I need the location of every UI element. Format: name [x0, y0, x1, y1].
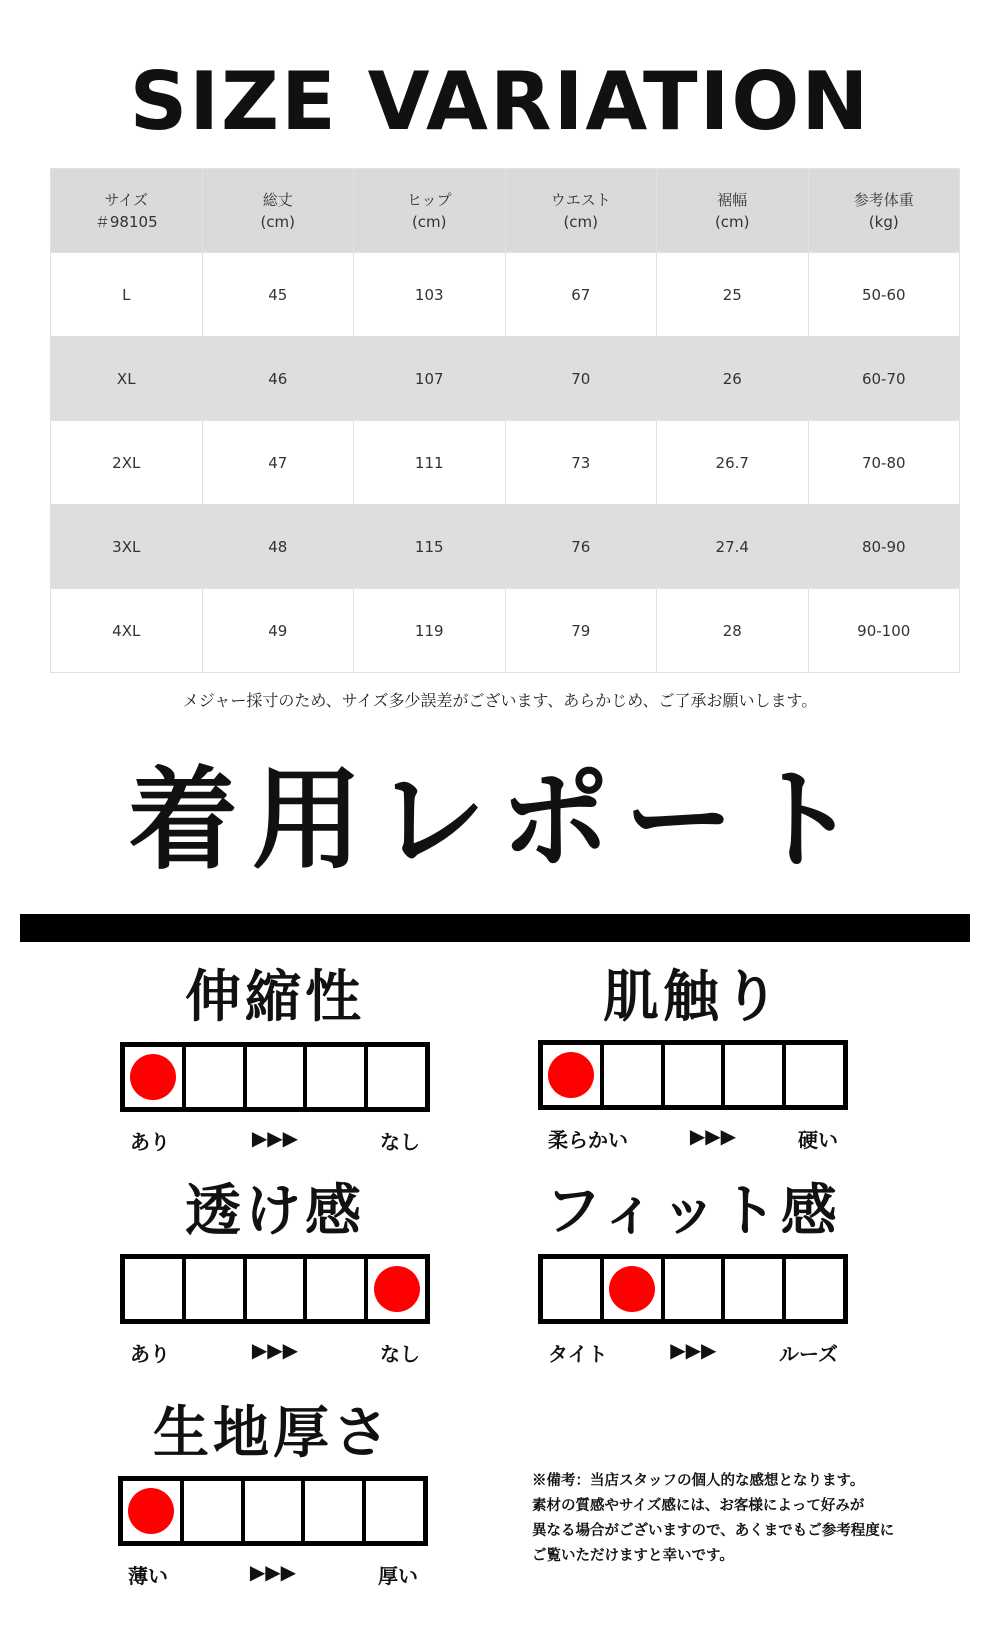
rating-box	[725, 1045, 786, 1105]
table-cell: 107	[354, 337, 506, 421]
rating-labels	[128, 1560, 418, 1589]
rating-arrows: ▶▶▶	[689, 1124, 737, 1148]
rating-marker-dot	[609, 1266, 655, 1312]
header-label: 総丈	[262, 190, 293, 209]
header-hip	[354, 169, 506, 253]
rating-scale	[118, 1476, 428, 1546]
table-cell: 70-80	[808, 421, 960, 505]
table-cell: 25	[657, 253, 809, 337]
rating-labels	[548, 1124, 838, 1153]
rating-title: フィット感	[545, 1178, 841, 1244]
header-unit: (cm)	[563, 212, 599, 231]
rating-stretch	[110, 962, 440, 1155]
rating-title: 肌触り	[603, 964, 783, 1030]
rating-right-label: なし	[380, 1342, 420, 1366]
rating-box	[245, 1481, 306, 1541]
table-cell: 76	[505, 505, 657, 589]
table-cell: 47	[202, 421, 354, 505]
table-row	[51, 337, 960, 421]
rating-left-label: あり	[130, 1130, 170, 1154]
table-cell: 2XL	[51, 421, 203, 505]
rating-fit	[528, 1176, 858, 1367]
remark-line: ※備考：当店スタッフの個人的な感想となります。	[532, 1472, 865, 1489]
rating-right-label: 厚い	[378, 1564, 418, 1588]
rating-scale	[538, 1254, 848, 1324]
rating-right-label: 硬い	[798, 1128, 838, 1152]
rating-scale	[120, 1042, 430, 1112]
table-cell: 90-100	[808, 589, 960, 673]
rating-labels	[130, 1338, 420, 1367]
rating-box	[665, 1045, 726, 1105]
rating-labels	[130, 1126, 420, 1155]
table-cell: 50-60	[808, 253, 960, 337]
table-cell: 79	[505, 589, 657, 673]
rating-box	[123, 1481, 184, 1541]
rating-box	[786, 1045, 843, 1105]
header-unit: (cm)	[714, 212, 750, 231]
rating-box	[543, 1045, 604, 1105]
rating-thickness	[108, 1398, 438, 1589]
table-row	[51, 589, 960, 673]
rating-left-label: タイト	[548, 1342, 608, 1366]
header-waist	[505, 169, 657, 253]
rating-left-label: あり	[130, 1342, 170, 1366]
table-cell: 73	[505, 421, 657, 505]
rating-marker-dot	[128, 1488, 174, 1534]
remark-line: 異なる場合がございますので、あくまでもご参考程度に	[532, 1522, 895, 1539]
rating-box	[786, 1259, 843, 1319]
rating-left-label: 薄い	[128, 1564, 168, 1588]
header-unit: (kg)	[868, 212, 899, 231]
rating-box	[366, 1481, 423, 1541]
rating-title: 透け感	[185, 1178, 365, 1244]
rating-box	[368, 1047, 425, 1107]
rating-arrows: ▶▶▶	[251, 1126, 299, 1150]
rating-arrows: ▶▶▶	[670, 1338, 717, 1362]
rating-box	[247, 1047, 308, 1107]
header-label: ウエスト	[550, 190, 611, 209]
table-cell: 26	[657, 337, 809, 421]
table-cell: 80-90	[808, 505, 960, 589]
header-length	[202, 169, 354, 253]
table-cell: 46	[202, 337, 354, 421]
staff-remark	[532, 1468, 952, 1568]
rating-box	[184, 1481, 245, 1541]
rating-labels	[548, 1338, 838, 1367]
table-row	[51, 421, 960, 505]
rating-box	[307, 1047, 368, 1107]
rating-scale	[538, 1040, 848, 1110]
header-unit: ＃98105	[94, 212, 158, 231]
rating-box	[125, 1047, 186, 1107]
table-cell: 3XL	[51, 505, 203, 589]
measurement-note: メジャー採寸のため、サイズ多少誤差がございます、あらかじめ、ご了承お願いします。	[182, 691, 818, 710]
rating-marker-dot	[130, 1054, 176, 1100]
table-cell: 48	[202, 505, 354, 589]
rating-box	[305, 1481, 366, 1541]
header-label: 参考体重	[853, 190, 914, 209]
table-cell: 103	[354, 253, 506, 337]
rating-arrows: ▶▶▶	[249, 1560, 297, 1584]
table-row	[51, 505, 960, 589]
table-cell: 4XL	[51, 589, 203, 673]
table-cell: 111	[354, 421, 506, 505]
rating-marker-dot	[548, 1052, 594, 1098]
rating-left-label: 柔らかい	[548, 1128, 628, 1152]
table-cell: 27.4	[657, 505, 809, 589]
size-table	[50, 168, 960, 673]
table-cell: 26.7	[657, 421, 809, 505]
rating-right-label: ルーズ	[778, 1342, 838, 1366]
rating-title: 生地厚さ	[153, 1400, 393, 1466]
table-cell: 60-70	[808, 337, 960, 421]
header-label: サイズ	[104, 190, 149, 209]
remark-line: ご覧いただけますと幸いです。	[532, 1547, 734, 1564]
rating-arrows: ▶▶▶	[251, 1338, 299, 1362]
rating-box	[186, 1047, 247, 1107]
rating-box	[543, 1259, 604, 1319]
rating-scale	[120, 1254, 430, 1324]
remark-line: 素材の質感やサイズ感には、お客様によって好みが	[532, 1497, 865, 1514]
rating-marker-dot	[374, 1266, 420, 1312]
rating-right-label: なし	[380, 1130, 420, 1154]
rating-sheerness	[110, 1176, 440, 1367]
header-unit: (cm)	[260, 212, 296, 231]
header-unit: (cm)	[411, 212, 447, 231]
rating-box	[186, 1259, 247, 1319]
header-hem	[657, 169, 809, 253]
table-cell: 67	[505, 253, 657, 337]
rating-texture	[528, 962, 858, 1153]
table-header-row	[51, 169, 960, 253]
rating-box	[125, 1259, 186, 1319]
size-variation-title: SIZE VARIATION	[129, 55, 871, 148]
header-label: ヒップ	[406, 190, 452, 209]
table-cell: L	[51, 253, 203, 337]
table-cell: 28	[657, 589, 809, 673]
table-cell: 49	[202, 589, 354, 673]
table-row	[51, 253, 960, 337]
header-weight	[808, 169, 960, 253]
rating-box	[725, 1259, 786, 1319]
header-size	[51, 169, 203, 253]
table-cell: 115	[354, 505, 506, 589]
rating-box	[368, 1259, 425, 1319]
rating-box	[604, 1259, 665, 1319]
table-cell: 119	[354, 589, 506, 673]
wear-report-title: 着用レポート	[128, 755, 872, 884]
divider-bar	[20, 914, 970, 942]
rating-box	[665, 1259, 726, 1319]
header-label: 裾幅	[717, 190, 748, 209]
table-cell: 45	[202, 253, 354, 337]
rating-box	[604, 1045, 665, 1105]
table-cell: 70	[505, 337, 657, 421]
table-cell: XL	[51, 337, 203, 421]
rating-box	[247, 1259, 308, 1319]
rating-title: 伸縮性	[185, 964, 365, 1030]
rating-box	[307, 1259, 368, 1319]
